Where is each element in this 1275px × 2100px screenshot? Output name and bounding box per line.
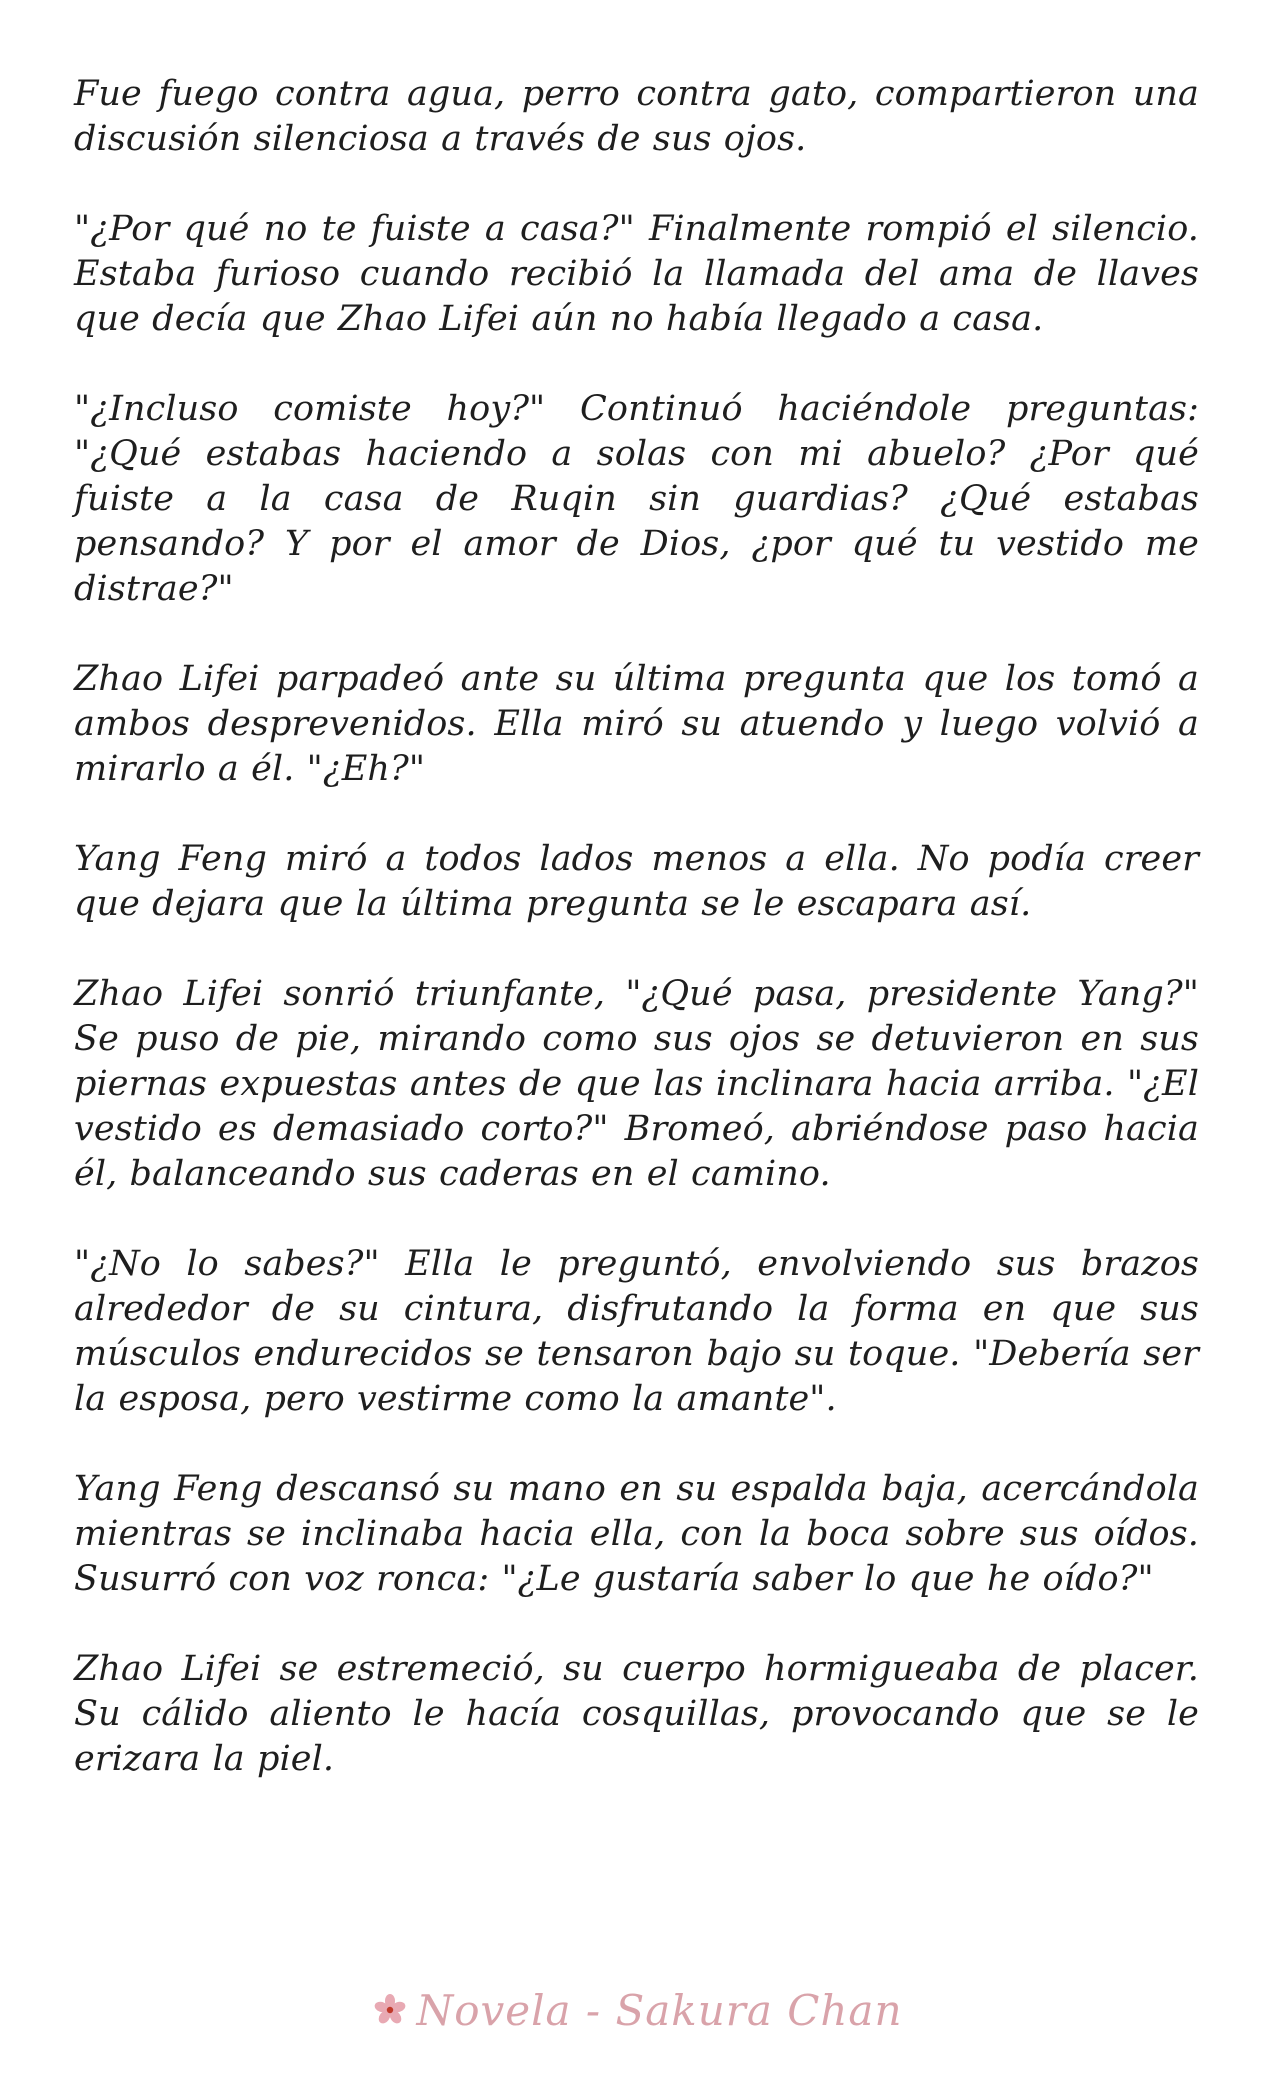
paragraph-9: Zhao Lifei se estremeció, su cuerpo hormigueaba de placer. Su cálido aliento le hacía cosquillas, provocando que se le erizara la piel. — [74, 1649, 1199, 1779]
paragraph-7: "¿No lo sabes?" Ella le preguntó, envolviendo sus brazos alrededor de su cintura, disfrutando la forma en que sus músculos endurecidos se tensaron bajo su toque. "Debería ser la esposa, pero vestirme como la amante". — [74, 1244, 1199, 1419]
paragraph-1: Fue fuego contra agua, perro contra gato, compartieron una discusión silenciosa a través de sus ojos. — [74, 74, 1199, 159]
paragraph-5: Yang Feng miró a todos lados menos a ella. No podía creer que dejara que la última pregunta se le escapara así. — [74, 839, 1199, 924]
paragraph-2: "¿Por qué no te fuiste a casa?" Finalmente rompió el silencio. Estaba furioso cuando recibió la llamada del ama de llaves que decía que Zhao Lifei aún no había llegado a casa. — [74, 209, 1199, 339]
paragraph-4: Zhao Lifei parpadeó ante su última pregunta que los tomó a ambos desprevenidos. Ella miró su atuendo y luego volvió a mirarlo a él. "¿Eh?" — [74, 659, 1199, 789]
watermark — [0, 1980, 1275, 2040]
watermark-text: Novela - Sakura Chan — [416, 1985, 903, 2035]
story-text — [74, 72, 1199, 1782]
paragraph-6: Zhao Lifei sonrió triunfante, "¿Qué pasa, presidente Yang?" Se puso de pie, mirando como sus ojos se detuvieron en sus piernas expuestas antes de que las inclinara hacia arriba. "¿El vestido es demasiado corto?" Bromeó, abriéndose paso hacia él, balanceando sus caderas en el camino. — [74, 974, 1199, 1194]
paragraph-8: Yang Feng descansó su mano en su espalda baja, acercándola mientras se inclinaba hacia ella, con la boca sobre sus oídos. Susurró con voz ronca: "¿Le gustaría saber lo que he oído?" — [74, 1469, 1199, 1599]
sakura-flower-icon — [372, 1992, 408, 2028]
paragraph-3: "¿Incluso comiste hoy?" Continuó haciéndole preguntas: "¿Qué estabas haciendo a solas con mi abuelo? ¿Por qué fuiste a la casa de Ruqin sin guardias? ¿Qué estabas pensando? Y por el amor de Dios, ¿por qué tu vestido me distrae?" — [74, 389, 1199, 609]
